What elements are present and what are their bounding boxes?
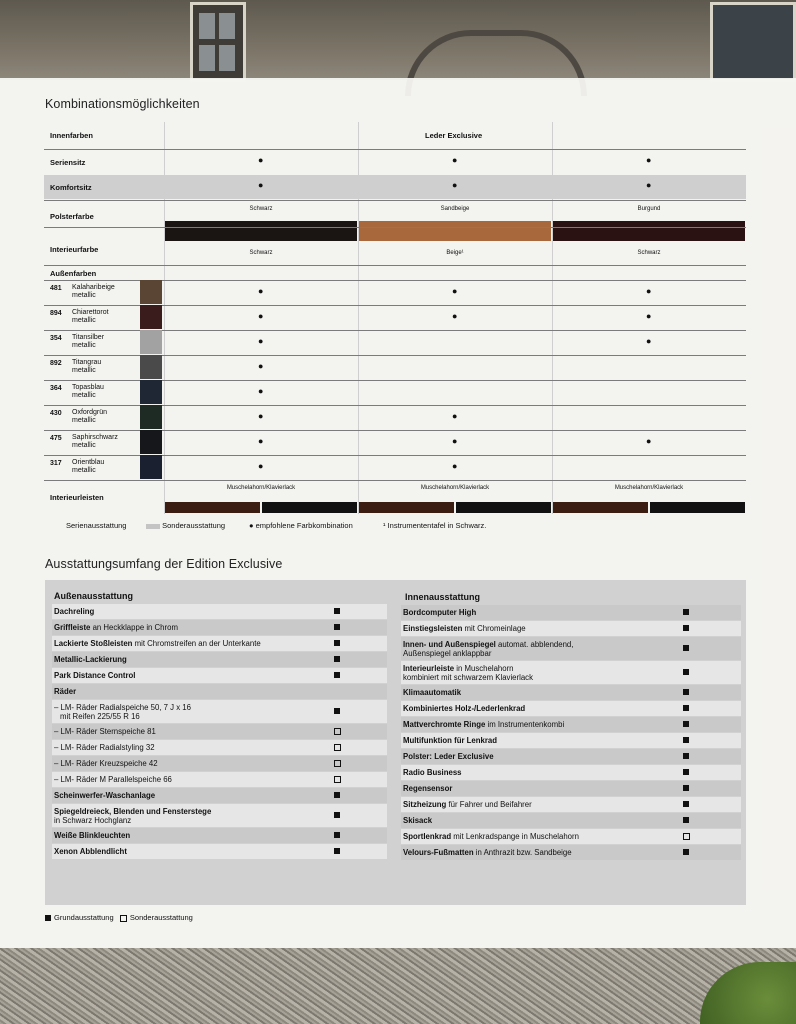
exterior-row-0-dot-1: ● [452,286,458,296]
standard-square-icon [683,737,689,743]
leisten-name: Muschelahorn/Klavierlack [614,485,684,491]
header-label: Innenfarben [50,131,93,140]
exterior-row-5-dot-0: ● [258,411,264,421]
exterior-row-4-dot-0: ● [258,386,264,396]
exterior-row-1-dot-0: ● [258,311,264,321]
row-divider [44,265,746,266]
innen-item [403,736,675,750]
seat-row-label: Komfortsitz [50,183,92,192]
standard-square-icon [334,812,340,818]
aussen-item [54,791,326,805]
color-name: Topasblau [72,384,104,391]
innen-item [403,800,675,814]
aussen-item [54,703,326,725]
innen-item [403,688,675,702]
exterior-row-0-dot-2: ● [646,286,652,296]
innen-item [403,664,675,686]
exterior-row-0-dot-0: ● [258,286,264,296]
innen-item-bold: Einstiegsleisten [403,624,463,633]
innen-item-text-line2: kombiniert mit schwarzem Klavierlack [403,673,533,682]
color-metallic: metallic [72,392,96,399]
row-divider [44,480,746,481]
legend-empf-label: empfohlene Farbkombination [255,521,353,530]
aussen-item-text-line2: in Schwarz Hochglanz [54,816,132,825]
aussen-item-text: – LM- Räder Radialspeiche 50, 7 J x 16 [54,703,191,712]
aussen-heading: Außenausstattung [54,591,134,601]
aussen-item [54,743,326,757]
legend-serien-label: Serienausstattung [66,521,127,530]
equipment-legend [45,913,193,922]
building-facade-image [0,0,796,80]
exterior-row-1-dot-1: ● [452,311,458,321]
exterior-swatch [140,430,162,454]
color-metallic: metallic [72,367,96,374]
sonder-swatch [146,524,160,529]
standard-square-icon [683,817,689,823]
standard-square-icon [683,721,689,727]
innen-item [403,848,675,862]
standard-square-icon [683,669,689,675]
standard-square-icon [683,705,689,711]
exterior-row-1-dot-2: ● [646,311,652,321]
full-square-icon [45,915,51,921]
color-name: Chiarettorot [72,309,109,316]
polster-swatch [553,221,745,241]
interieur-name: Beige¹ [446,250,464,256]
legend-dot-icon: ● [249,521,254,530]
color-name: Titangrau [72,359,102,366]
exterior-swatch [140,405,162,429]
row-divider [44,200,746,201]
innen-item-bold: Velours-Fußmatten [403,848,474,857]
aussen-item-bold: Lackierte Stoßleisten [54,639,133,648]
standard-square-icon [683,849,689,855]
innen-item-text: in Anthrazit bzw. Sandbeige [473,848,572,857]
standard-square-icon [683,645,689,651]
standard-square-icon [334,832,340,838]
innen-item-bold: Regensensor [403,784,453,793]
standard-square-icon [334,672,340,678]
innen-item-bold: Klimaautomatik [403,688,462,697]
leisten-lack-swatch [262,502,357,513]
seat-row-1-dot-1: ● [452,180,458,190]
aussen-item-bold: Scheinwerfer-Waschanlage [54,791,156,800]
color-name: Saphirschwarz [72,434,118,441]
innen-item [403,640,675,662]
color-code: 317 [50,460,62,467]
header-value: Leder Exclusive [425,131,483,140]
aussen-item [54,623,326,637]
polster-swatch [165,221,357,241]
innen-item-bold: Interieurleiste [403,664,455,673]
aussen-item [54,847,326,861]
innen-item-text: automat. abblendend, [495,640,574,649]
innen-item [403,832,675,846]
standard-square-icon [334,792,340,798]
interieur-name: Schwarz [637,250,661,256]
exterior-row-2-dot-0: ● [258,336,264,346]
standard-square-icon [334,656,340,662]
innen-item-bold: Polster: Leder Exclusive [403,752,494,761]
standard-square-icon [683,609,689,615]
exterior-swatch [140,355,162,379]
window-left-image [190,2,246,82]
innen-item-text: mit Lenkradspange in Muschelahorn [451,832,579,841]
leisten-name: Muschelahorn/Klavierlack [420,485,490,491]
standard-square-icon [334,848,340,854]
exterior-row-6-dot-0: ● [258,436,264,446]
exterior-swatch [140,455,162,479]
seat-row-0-dot-0: ● [258,155,264,165]
legend-sonder2: Sonderausstattung [129,913,193,922]
aussen-item [54,655,326,669]
leisten-name: Muschelahorn/Klavierlack [226,485,296,491]
legend-grund: Grundausstattung [54,913,114,922]
optional-square-icon [334,744,341,751]
polster-name: Sandbeige [440,206,470,212]
innen-item-text-line2: Außenspiegel anklappbar [403,649,492,658]
standard-square-icon [683,769,689,775]
empty-square-icon [120,915,127,922]
color-name: Oxfordgrün [72,409,108,416]
innen-item [403,704,675,718]
color-metallic: metallic [72,342,96,349]
aussen-item-bold: Griffleiste [54,623,91,632]
leisten-lack-swatch [650,502,745,513]
color-code: 364 [50,385,62,392]
exterior-row-6-dot-2: ● [646,436,652,446]
innen-item-text: in Muschelahorn [454,664,514,673]
aussen-item [54,607,326,621]
exterior-swatch [140,380,162,404]
innen-item [403,768,675,782]
aussen-item-text: mit Chromstreifen an der Unterkante [132,639,261,648]
aussen-item-text: – LM- Räder Radialstyling 32 [54,743,155,752]
color-name: Kalaharibeige [72,284,115,291]
seat-row-1-dot-0: ● [258,180,264,190]
seat-row-0-dot-2: ● [646,155,652,165]
innen-item [403,816,675,830]
optional-square-icon [334,776,341,783]
legend-sonder [146,521,225,530]
standard-square-icon [683,689,689,695]
standard-square-icon [334,708,340,714]
polster-swatch [359,221,551,241]
aussen-item [54,671,326,685]
aussen-item-bold: Weiße Blinkleuchten [54,831,131,840]
legend-empfohlen [249,521,353,530]
optional-square-icon [334,728,341,735]
innen-item [403,608,675,622]
innen-item-bold: Radio Business [403,768,462,777]
exterior-swatch [140,280,162,304]
color-code: 892 [50,360,62,367]
row-divider [44,227,746,228]
seat-row-0-dot-1: ● [452,155,458,165]
exterior-swatch [140,305,162,329]
color-name: Orientblau [72,459,105,466]
aussen-item [54,727,326,741]
optional-square-icon [334,760,341,767]
row-divider [44,149,746,150]
color-code: 354 [50,335,62,342]
equipment-box [45,580,746,905]
aussen-item-text-line2: mit Reifen 225/55 R 16 [60,712,140,721]
aussen-item-bold: Dachreling [54,607,95,616]
standard-square-icon [334,640,340,646]
innen-item-bold: Bordcomputer High [403,608,477,617]
aussen-item-text: – LM- Räder Kreuzspeiche 42 [54,759,158,768]
aussen-item-bold: Metallic-Lackierung [54,655,127,664]
aussen-item [54,831,326,845]
color-metallic: metallic [72,417,96,424]
aussen-item [54,639,326,653]
aussen-item [54,775,326,789]
leisten-lack-swatch [456,502,551,513]
aussen-item [54,759,326,773]
innen-item-bold: Multifunktion für Lenkrad [403,736,497,745]
innen-item-bold: Skisack [403,816,433,825]
innen-item [403,784,675,798]
color-code: 475 [50,435,62,442]
standard-square-icon [683,625,689,631]
innen-item-bold: Innen- und Außenspiegel [403,640,496,649]
leisten-wood-swatch [553,502,648,513]
standard-square-icon [683,753,689,759]
innen-item-text: mit Chromeinlage [462,624,526,633]
color-metallic: metallic [72,467,96,474]
innen-heading: Innenausstattung [405,592,481,602]
color-name: Titansilber [72,334,105,341]
exterior-row-7-dot-0: ● [258,461,264,471]
aussen-item-bold: Park Distance Control [54,671,136,680]
interieur-label: Interieurfarbe [50,245,99,254]
standard-square-icon [334,624,340,630]
aussen-item [54,807,326,829]
innen-item-text: für Fahrer und Beifahrer [446,800,532,809]
exterior-row-7-dot-1: ● [452,461,458,471]
innen-item-bold: Mattverchromte Ringe [403,720,486,729]
innen-item-bold: Sitzheizung [403,800,447,809]
innen-item [403,624,675,638]
exterior-row-3-dot-0: ● [258,361,264,371]
leisten-wood-swatch [359,502,454,513]
optional-square-icon [683,833,690,840]
innen-item-bold: Sportlenkrad [403,832,452,841]
color-metallic: metallic [72,317,96,324]
color-metallic: metallic [72,292,96,299]
legend-sonder-label: Sonderausstattung [162,521,226,530]
combo-title: Kombinationsmöglichkeiten [45,97,200,111]
color-metallic: metallic [72,442,96,449]
standard-square-icon [683,801,689,807]
aussen-item-bold: Xenon Abblendlicht [54,847,127,856]
polster-name: Schwarz [249,206,273,212]
legend-serien [66,521,126,530]
seat-row-label: Seriensitz [50,158,86,167]
exterior-swatch [140,330,162,354]
aussen-item [54,687,326,701]
seat-row-shade [44,175,746,199]
standard-square-icon [683,785,689,791]
interieur-name: Schwarz [249,250,273,256]
aussen-item-text: – LM- Räder Sternspeiche 81 [54,727,156,736]
polster-name: Burgund [637,206,661,212]
color-code: 430 [50,410,62,417]
aussen-label: Außenfarben [50,269,97,278]
innen-item-text: im Instrumentenkombi [485,720,565,729]
aussen-item-bold: Spiegeldreieck, Blenden und Fensterstege [54,807,212,816]
aussen-item-text: – LM- Räder M Parallelspeiche 66 [54,775,172,784]
leisten-label: Interieurleisten [50,493,104,502]
legend-note: ¹ Instrumententafel in Schwarz. [383,521,487,530]
innen-item [403,720,675,734]
equip-title: Ausstattungsumfang der Edition Exclusive [45,557,283,571]
exterior-row-5-dot-1: ● [452,411,458,421]
polster-label: Polsterfarbe [50,212,94,221]
color-code: 481 [50,285,62,292]
window-right-image [710,2,796,82]
aussen-item-bold: Räder [54,687,77,696]
innen-item [403,752,675,766]
exterior-row-6-dot-1: ● [452,436,458,446]
leisten-wood-swatch [165,502,260,513]
exterior-row-2-dot-2: ● [646,336,652,346]
gravel-image [0,948,796,1024]
color-code: 894 [50,310,62,317]
seat-row-1-dot-2: ● [646,180,652,190]
innen-item-bold: Kombiniertes Holz-/Lederlenkrad [403,704,526,713]
aussen-item-text: an Heckklappe in Chrom [90,623,178,632]
standard-square-icon [334,608,340,614]
